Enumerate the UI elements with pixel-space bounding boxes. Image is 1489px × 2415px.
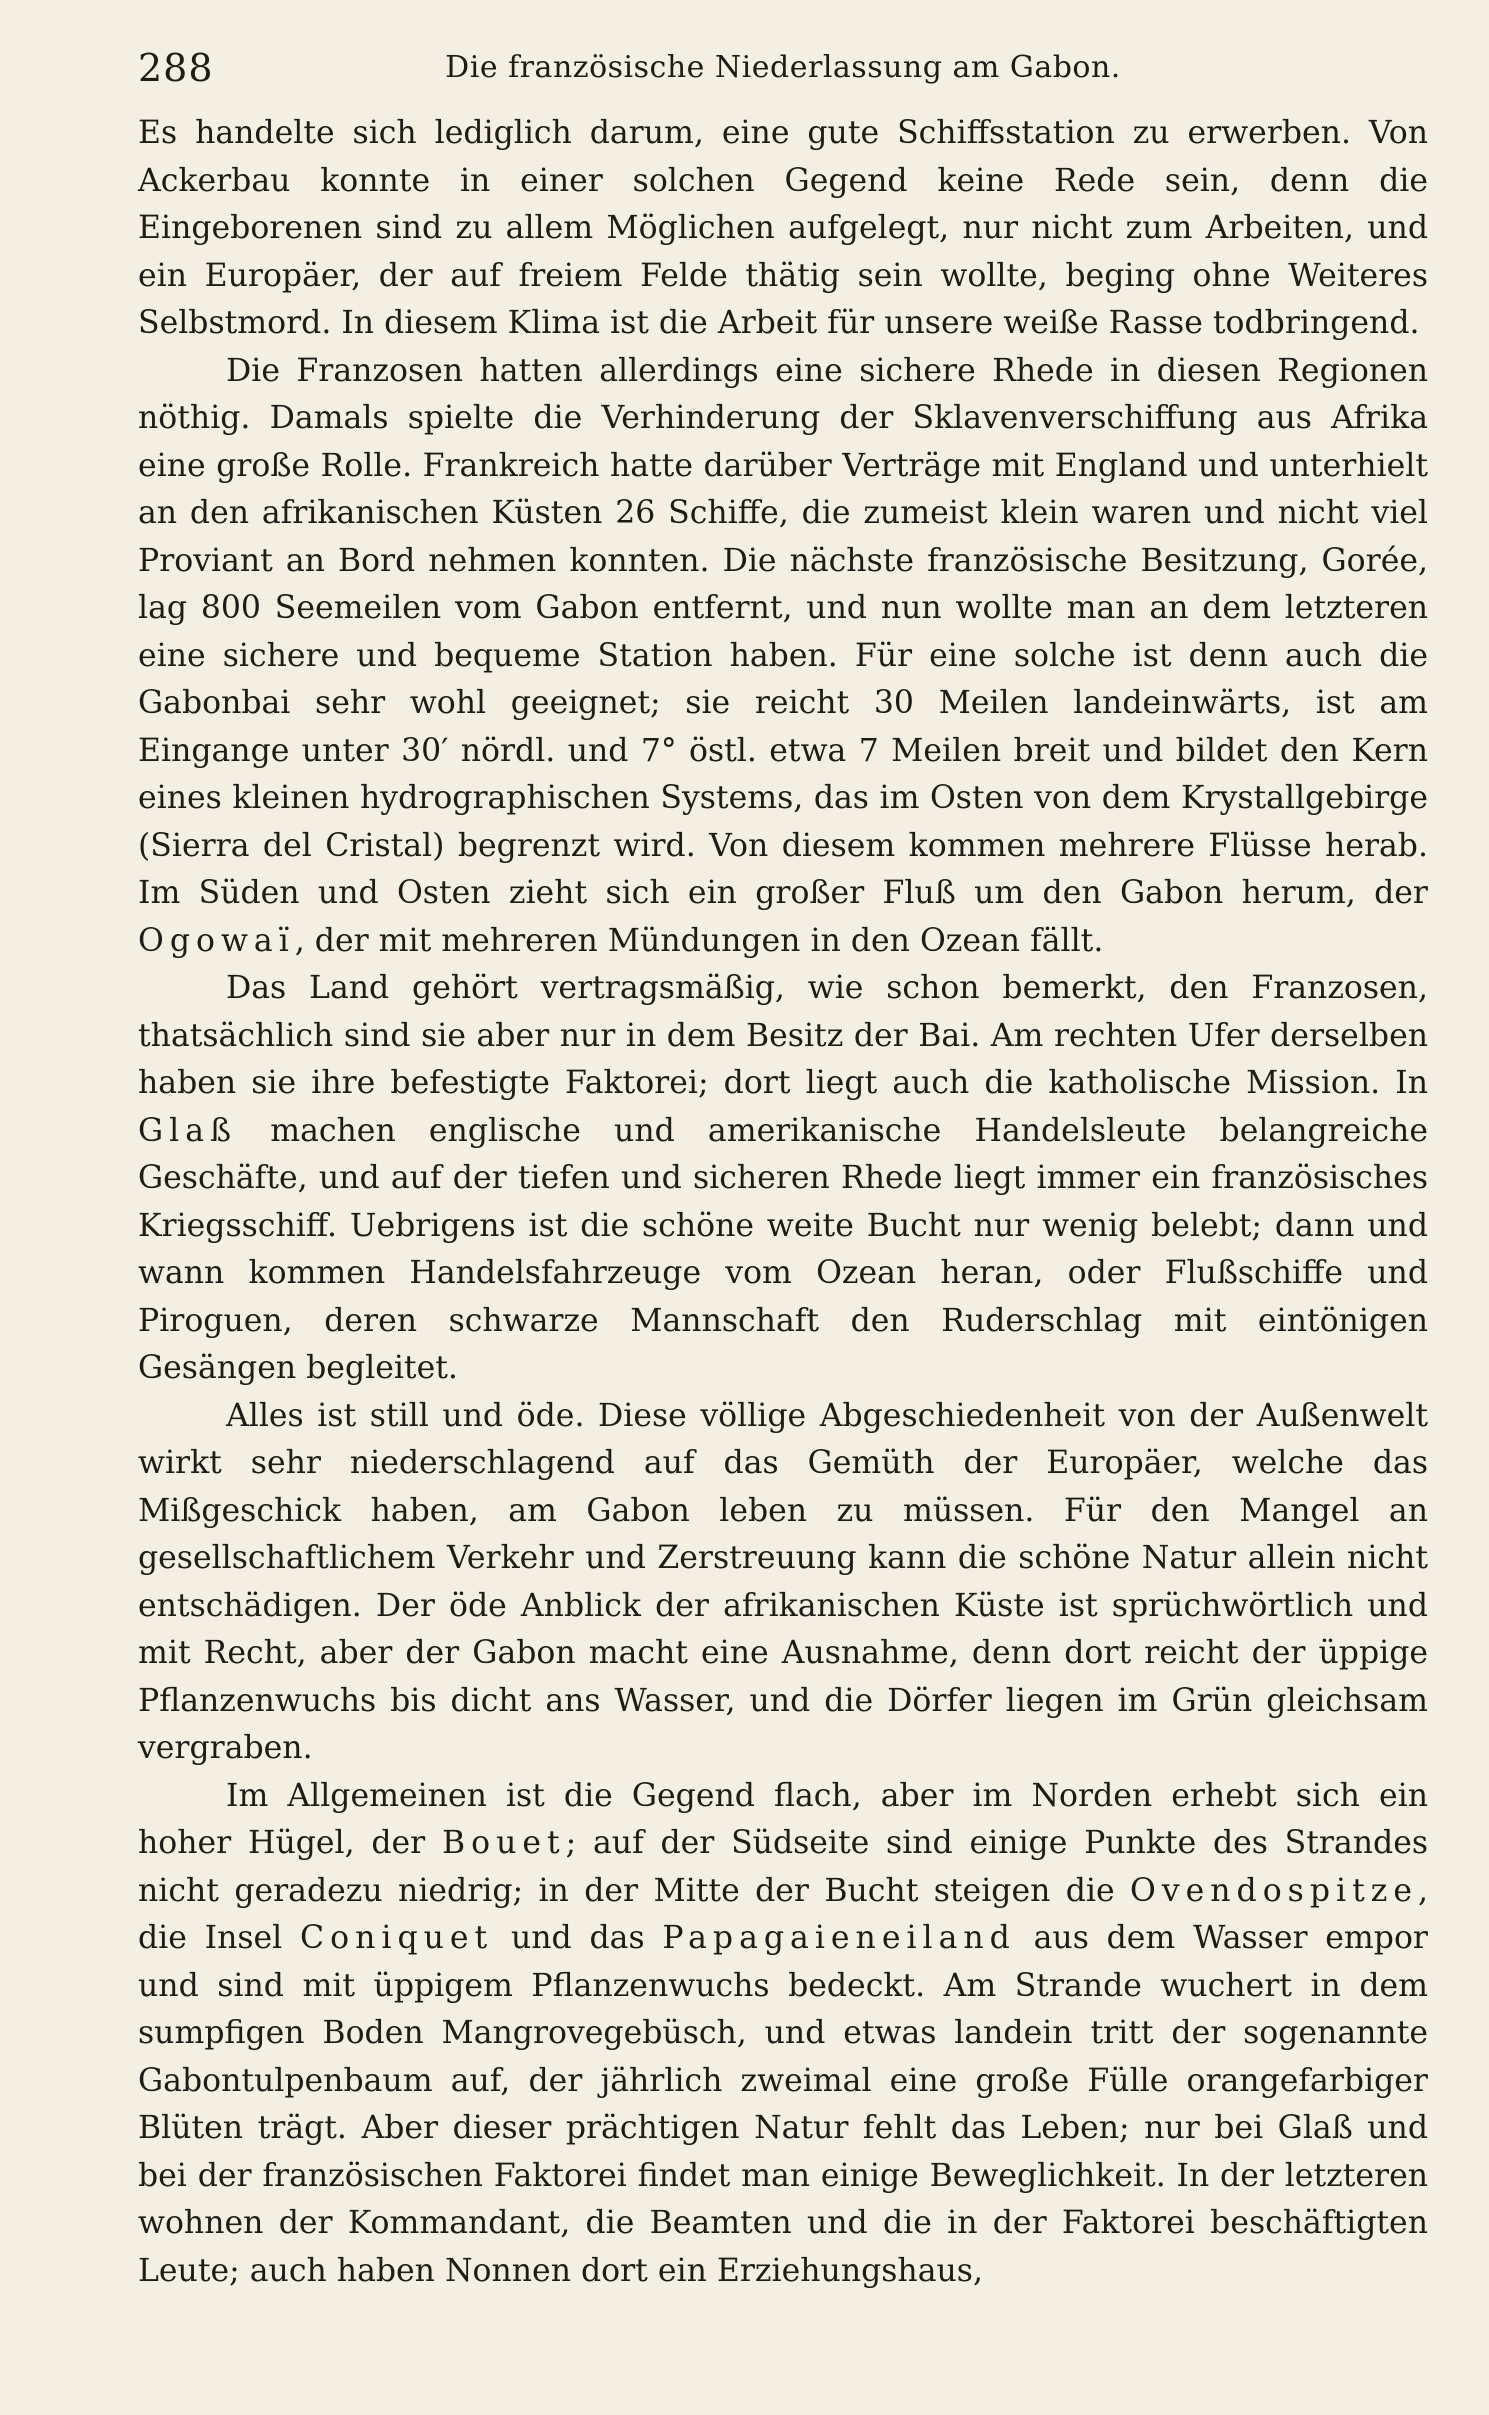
running-title: Die französische Niederlassung am Gabon.	[445, 50, 1121, 85]
place-name-coniquet: Coniquet	[300, 1920, 494, 1956]
paragraph-text: machen englische und amerikanische Handelsleute belangreiche Geschäfte, und auf der tiefen und sicheren Rhede liegt immer ein französisches Kriegsschiff. Uebrigens ist die schöne weite Bucht nur wenig belebt; dann und wann kommen Handelsfahrzeuge vom Ozean heran, oder Flußschiffe und Piroguen, deren schwarze Mannschaft den Ruderschlag mit eintönigen Gesängen begleitet.	[138, 1112, 1428, 1386]
paragraph	[138, 348, 1428, 966]
paragraph-text: und das	[493, 1920, 663, 1956]
book-page	[138, 40, 1428, 2380]
paragraph-text: Im Allgemeinen ist die Gegend flach, aber im Norden erhebt sich ein hoher Hügel, der	[138, 1777, 1428, 1861]
paragraph-text: , die Insel	[138, 1872, 1428, 1956]
paragraph	[138, 110, 1428, 348]
paragraph-text: Das Land gehört vertragsmäßig, wie schon bemerkt, den Franzosen, thatsächlich sind sie aber nur in dem Besitz der Bai. Am rechten Ufer derselben haben sie ihre befestigte Faktorei; dort liegt auch die katholische Mission. In	[138, 970, 1428, 1101]
paragraph-text: ; auf der Südseite sind einige Punkte des Strandes nicht geradezu niedrig; in der Mitte der Bucht steigen die	[138, 1825, 1429, 1909]
paragraph-text: , der mit mehreren Mündungen in den Ozean fällt.	[294, 922, 1104, 959]
paragraph-text: Es handelte sich lediglich darum, eine gute Schiffsstation zu erwerben. Von Ackerbau konnte in einer solchen Gegend keine Rede sein, denn die Eingeborenen sind zu allem Möglichen aufgelegt, nur nicht zum Arbeiten, und ein Europäer, der auf freiem Felde thätig sein wollte, beging ohne Weiteres Selbstmord. In diesem Klima ist die Arbeit für unsere weiße Rasse todbringend.	[138, 115, 1428, 341]
body-text	[138, 110, 1428, 2295]
place-name-glass: Glaß	[138, 1112, 238, 1149]
page-number: 288	[138, 46, 214, 90]
paragraph	[138, 965, 1428, 1393]
paragraph	[138, 1773, 1428, 2296]
paragraph-text: Die Franzosen hatten allerdings eine sichere Rhede in diesen Regionen nöthig. Damals spielte die Verhinderung der Sklavenverschiffung aus Afrika eine große Rolle. Frankreich hatte darüber Verträge mit England und unterhielt an den afrikanischen Küsten 26 Schiffe, die zumeist klein waren und nicht viel Proviant an Bord nehmen konnten. Die nächste französische Besitzung, Gorée, lag 800 Seemeilen vom Gabon entfernt, und nun wollte man an dem letzteren eine sichere und bequeme Station haben. Für eine solche ist denn auch die Gabonbai sehr wohl geeignet; sie reicht 30 Meilen landeinwärts, ist am Eingange unter 30′ nördl. und 7° östl. etwa 7 Meilen breit und bildet den Kern eines kleinen hydrographischen Systems, das im Osten von dem Krystallgebirge (Sierra del Cristal) begrenzt wird. Von diesem kommen mehrere Flüsse herab. Im Süden und Osten zieht sich ein großer Fluß um den Gabon herum, der	[138, 352, 1428, 911]
paragraph	[138, 1393, 1428, 1773]
paragraph-text: Alles ist still und öde. Diese völlige Abgeschiedenheit von der Außenwelt wirkt sehr niederschlagend auf das Gemüth der Europäer, welche das Mißgeschick haben, am Gabon leben zu müssen. Für den Mangel an gesellschaftlichem Verkehr und Zerstreuung kann die schöne Natur allein nicht entschädigen. Der öde Anblick der afrikanischen Küste ist sprüchwörtlich und mit Recht, aber der Gabon macht eine Ausnahme, denn dort reicht der üppige Pflanzenwuchs bis dicht ans Wasser, und die Dörfer liegen im Grün gleichsam vergraben.	[138, 1397, 1428, 1766]
place-name-papagaieneiland: Papagaieneiland	[662, 1920, 1016, 1956]
place-name-ovendospitze: Ovendospitze	[1130, 1872, 1418, 1909]
place-name-bouet: Bouet	[441, 1825, 566, 1861]
place-name-ogowai: Ogowaï	[138, 922, 295, 959]
paragraph-text: aus dem Wasser empor und sind mit üppigem Pflanzenwuchs bedeckt. Am Strande wuchert in dem sumpfigen Boden Mangrovegebüsch, und etwas landein tritt der sogenannte Gabontulpenbaum auf, der jährlich zweimal eine große Fülle orangefarbiger Blüten trägt. Aber dieser prächtigen Natur fehlt das Leben; nur bei Glaß und bei der französischen Faktorei findet man einige Beweglichkeit. In der letzteren wohnen der Kommandant, die Beamten und die in der Faktorei beschäftigten Leute; auch haben Nonnen dort ein Erziehungshaus,	[138, 1920, 1428, 2289]
page-header	[138, 40, 1428, 100]
